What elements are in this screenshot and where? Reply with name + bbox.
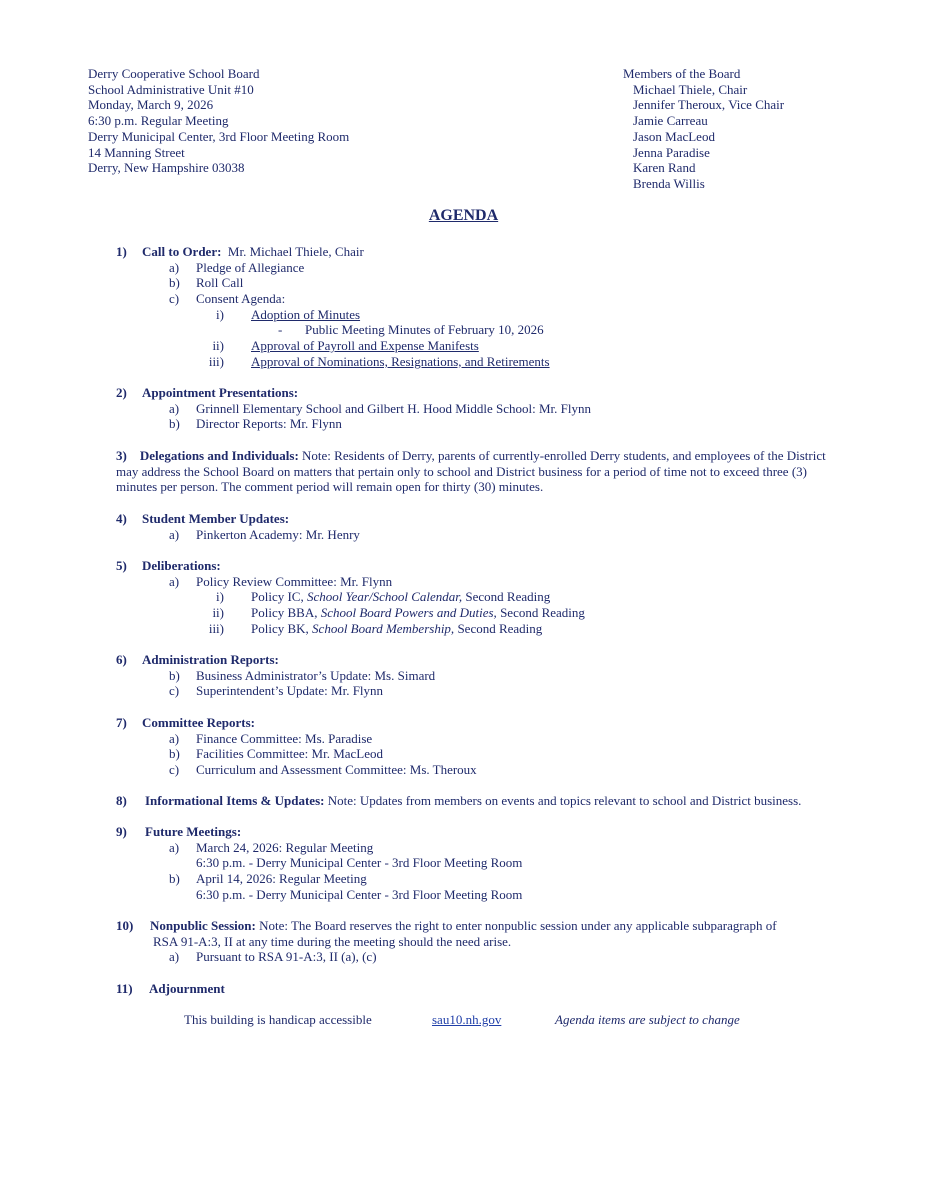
item-marker: b) — [169, 416, 180, 432]
section-number: 6) — [116, 652, 127, 667]
header-line: Derry Cooperative School Board — [88, 66, 260, 81]
agenda-item: Roll Call — [196, 275, 244, 291]
section-title: Student Member Updates: — [142, 511, 290, 526]
agenda-item: Policy Review Committee: Mr. Flynn — [196, 573, 393, 589]
section-number: 1) — [116, 244, 127, 259]
item-marker: i) — [216, 589, 224, 605]
item-marker: a) — [169, 573, 180, 589]
item-marker: a) — [169, 259, 180, 275]
nominations-link[interactable]: Approval of Nominations, Resignations, and Retirements — [251, 353, 550, 369]
section-committee-reports — [116, 715, 846, 778]
policy-code: Policy IC, — [251, 589, 307, 605]
item-marker: i) — [216, 306, 224, 322]
change-disclaimer: Agenda items are subject to change — [555, 1012, 740, 1027]
policy-reading: Second Reading — [454, 620, 543, 636]
policy-code: Policy BBA, — [251, 605, 321, 621]
member-name: Jamie Carreau — [633, 113, 708, 129]
section-note: Note: The Board reserves the right to enter nonpublic session under any applicable subparagraph of — [259, 918, 777, 933]
section-number: 3) — [116, 448, 127, 463]
section-informational-items — [116, 793, 846, 809]
section-appointment-presentations — [116, 385, 846, 432]
item-marker: c) — [169, 683, 180, 699]
section-title: Future Meetings: — [145, 824, 242, 839]
member-name: Karen Rand — [633, 160, 696, 176]
item-marker: a) — [169, 526, 180, 542]
agenda-item: Facilities Committee: Mr. MacLeod — [196, 746, 384, 762]
item-marker: c) — [169, 291, 180, 307]
member-name: Michael Thiele, Chair — [633, 81, 748, 97]
agenda-item: Pinkerton Academy: Mr. Henry — [196, 526, 360, 542]
minutes-link[interactable]: Adoption of Minutes — [251, 306, 361, 322]
policy-item — [251, 605, 585, 621]
section-delegations — [116, 448, 838, 495]
section-student-member-updates — [116, 511, 846, 542]
header-line: Monday, March 9, 2026 — [88, 97, 214, 113]
agenda-title: AGENDA — [428, 207, 499, 224]
item-marker: b) — [169, 667, 180, 683]
meeting-location: 6:30 p.m. - Derry Municipal Center - 3rd Floor Meeting Room — [196, 886, 523, 902]
agenda-item: Pursuant to RSA 91-A:3, II (a), (c) — [196, 949, 377, 965]
member-name: Jennifer Theroux, Vice Chair — [633, 97, 785, 113]
accessibility-note: This building is handicap accessible — [184, 1012, 372, 1027]
section-deliberations — [116, 558, 846, 636]
section-nonpublic-session — [116, 918, 846, 965]
section-call-to-order — [116, 244, 846, 370]
section-number: 2) — [116, 385, 127, 400]
policy-code: Policy BK, — [251, 620, 313, 636]
section-number: 10) — [116, 918, 134, 933]
section-title: Call to Order: — [142, 244, 222, 259]
section-number: 4) — [116, 511, 127, 526]
section-number: 5) — [116, 558, 127, 573]
website-link[interactable]: sau10.nh.gov — [432, 1012, 502, 1027]
policy-item — [251, 589, 550, 605]
policy-item — [251, 621, 542, 637]
meeting-date: April 14, 2026: Regular Meeting — [196, 871, 367, 887]
item-marker: iii) — [208, 353, 224, 369]
section-title: Informational Items & Updates: — [145, 793, 325, 808]
agenda-item: Director Reports: Mr. Flynn — [196, 416, 342, 432]
agenda-item: Superintendent’s Update: Mr. Flynn — [196, 683, 384, 699]
section-title: Adjournment — [149, 981, 225, 996]
header-line: 14 Manning Street — [88, 144, 185, 160]
section-title: Deliberations: — [142, 558, 221, 573]
policy-name: School Year/School Calendar, — [306, 589, 463, 605]
section-number: 11) — [116, 981, 133, 996]
agenda-item: Curriculum and Assessment Committee: Ms. Theroux — [196, 762, 477, 778]
policy-reading: Second Reading — [462, 589, 551, 605]
section-note: Note: Residents of Derry, parents of currently-enrolled Derry students, and employees of the District may address the School Board on matters that pertain only to school and District business for a period of time not to exceed three (3) minutes per person. The comment period will remain open for thirty (30) minutes. — [116, 448, 826, 495]
agenda-item: Grinnell Elementary School and Gilbert H. Hood Middle School: Mr. Flynn — [196, 400, 592, 416]
member-name: Brenda Willis — [633, 175, 705, 191]
header-line: Derry, New Hampshire 03038 — [88, 160, 245, 176]
agenda-item: Pledge of Allegiance — [196, 259, 305, 275]
item-marker: c) — [169, 762, 180, 778]
item-marker: a) — [169, 949, 180, 965]
section-title: Nonpublic Session: — [150, 918, 256, 933]
section-title: Delegations and Individuals: — [139, 448, 299, 463]
policy-name: School Board Powers and Duties, — [320, 605, 497, 621]
board-header — [88, 66, 349, 176]
section-note: Mr. Michael Thiele, Chair — [227, 244, 364, 259]
section-title: Appointment Presentations: — [142, 385, 299, 400]
section-number: 7) — [116, 715, 127, 730]
agenda-item: Public Meeting Minutes of February 10, 2026 — [305, 322, 544, 338]
board-members — [623, 66, 784, 192]
item-marker: - — [278, 322, 283, 338]
members-title: Members of the Board — [623, 66, 741, 81]
item-marker: a) — [169, 839, 180, 855]
section-future-meetings — [116, 824, 846, 902]
agenda-item: Business Administrator’s Update: Ms. Simard — [196, 667, 436, 683]
section-title: Administration Reports: — [142, 652, 279, 667]
section-number: 8) — [116, 793, 127, 808]
agenda-item: Finance Committee: Ms. Paradise — [196, 730, 373, 746]
section-administration-reports — [116, 652, 846, 699]
section-adjournment — [116, 981, 846, 997]
agenda-item: Consent Agenda: — [196, 291, 286, 307]
section-number: 9) — [116, 824, 127, 839]
payroll-link[interactable]: Approval of Payroll and Expense Manifests — [251, 338, 479, 354]
meeting-date: March 24, 2026: Regular Meeting — [196, 839, 374, 855]
header-line: School Administrative Unit #10 — [88, 81, 254, 97]
header-line: 6:30 p.m. Regular Meeting — [88, 113, 229, 129]
item-marker: b) — [169, 746, 180, 762]
item-marker: a) — [169, 400, 180, 416]
section-title: Committee Reports: — [142, 715, 255, 730]
item-marker: ii) — [212, 605, 224, 621]
section-note: Note: Updates from members on events and topics relevant to school and District business. — [327, 793, 802, 808]
item-marker: b) — [169, 275, 180, 291]
item-marker: ii) — [212, 338, 224, 354]
header-line: Derry Municipal Center, 3rd Floor Meeting Room — [88, 128, 350, 144]
item-marker: a) — [169, 730, 180, 746]
item-marker: b) — [169, 871, 180, 887]
section-note-continued: RSA 91-A:3, II at any time during the meeting should the need arise. — [153, 933, 512, 949]
policy-reading: Second Reading — [496, 605, 585, 621]
meeting-location: 6:30 p.m. - Derry Municipal Center - 3rd Floor Meeting Room — [196, 855, 523, 871]
item-marker: iii) — [208, 620, 224, 636]
member-name: Jenna Paradise — [633, 144, 710, 160]
policy-name: School Board Membership, — [312, 620, 455, 636]
member-name: Jason MacLeod — [633, 128, 715, 144]
